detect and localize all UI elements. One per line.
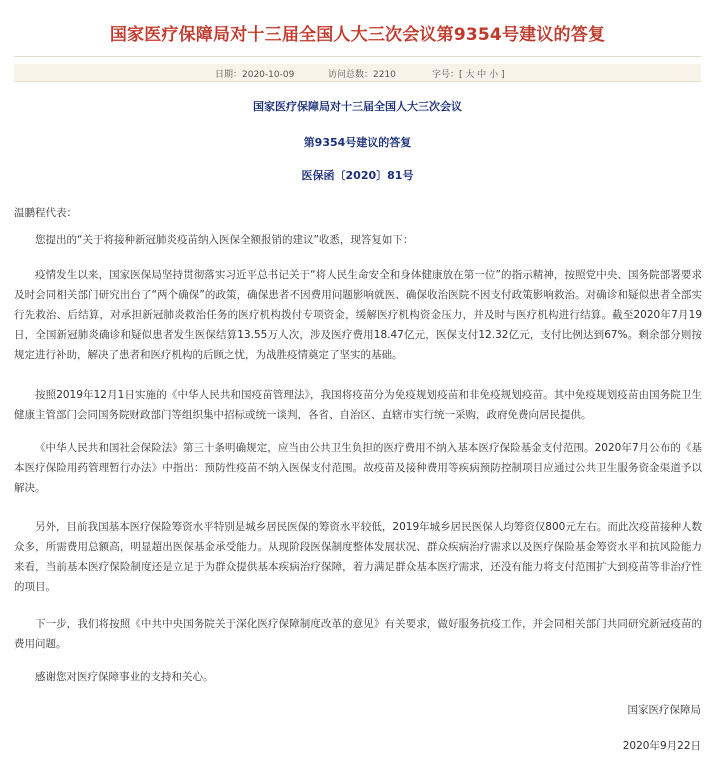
paragraph-social-insurance-law: 《中华人民共和国社会保险法》第三十条明确规定，应当由公共卫生负担的医疗费用不纳入基本医疗保险基金支付范围。2020年7月公布的《基本医疗保险用药管理暂行办法》中指出：预防性疫苗不纳入医保支付范围。故疫苗及接种费用等疾病预防控制项目应通过公共卫生服务资金渠道予以解决。 (14, 442, 702, 494)
visit-count: 访问总数：2210 (328, 70, 396, 80)
paragraph-thanks: 感谢您对医疗保障事业的支持和关心。 (35, 671, 214, 683)
publish-date: 日期：2020-10-09 (215, 70, 295, 80)
page-title: 国家医疗保障局对十三届全国人大三次会议第9354号建议的答复 (109, 25, 606, 45)
meta-bar (14, 64, 701, 82)
subtitle-line-2: 第9354号建议的答复 (303, 136, 412, 149)
salutation: 温鹏程代表： (14, 207, 77, 219)
sign-date: 2020年9月22日 (622, 740, 701, 752)
title-divider (14, 56, 701, 57)
document-number: 医保函〔2020〕81号 (301, 169, 414, 182)
signer: 国家医疗保障局 (627, 704, 701, 716)
font-size-switcher[interactable]: 字号：[ 大 中 小 ] (432, 70, 505, 80)
paragraph-funding-level: 另外，目前我国基本医疗保险筹资水平特别是城乡居民医保的筹资水平较低，2019年城乡居民医保人均筹资仅800元左右。而此次疫苗接种人数众多，所需费用总额高，明显超出医保基金承受能力。从现阶段医保制度整体发展状况、群众疾病治疗需求以及医疗保险基金筹资水平和抗风险能力来看，当前基本医疗保险制度还是立足于为群众提供基本疾病治疗保障，着力满足群众基本医疗需求，还没有能力将支付范围扩大到疫苗等非治疗性的项目。 (14, 521, 702, 593)
subtitle-line-1: 国家医疗保障局对十三届全国人大三次会议 (253, 100, 462, 113)
paragraph-intro: 您提出的“关于将接种新冠肺炎疫苗纳入医保全额报销的建议”收悉，现答复如下： (35, 234, 414, 246)
paragraph-next-steps: 下一步，我们将按照《中共中央国务院关于深化医疗保障制度改革的意见》有关要求，做好服务抗疫工作，并会同相关部门共同研究新冠疫苗的费用问题。 (14, 618, 702, 650)
paragraph-vaccine-law: 按照2019年12月1日实施的《中华人民共和国疫苗管理法》，我国将疫苗分为免疫规划疫苗和非免疫规划疫苗。其中免疫规划疫苗由国务院卫生健康主管部门会同国务院财政部门等组织集中招标或统一谈判，各省、自治区、直辖市实行统一采购，政府免费向居民提供。 (14, 389, 702, 421)
paragraph-epidemic-policy: 疫情发生以来，国家医保局坚持贯彻落实习近平总书记关于“将人民生命安全和身体健康放在第一位”的指示精神，按照党中央、国务院部署要求及时会同相关部门研究出台了“两个确保”的政策，确保患者不因费用问题影响就医、确保收治医院不因支付政策影响救治。对确诊和疑似患者全部实行先救治、后结算，对承担新冠肺炎救治任务的医疗机构拨付专项资金，缓解医疗机构资金压力，并及时与医疗机构进行结算。截至2020年7月19日，全国新冠肺炎确诊和疑似患者发生医保结算13.55万人次，涉及医疗费用18.47亿元，医保支付12.32亿元，支付比例达到67%。剩余部分则按规定进行补助，解决了患者和医疗机构的后顾之忧，为战胜疫情奠定了坚实的基础。 (14, 269, 702, 361)
